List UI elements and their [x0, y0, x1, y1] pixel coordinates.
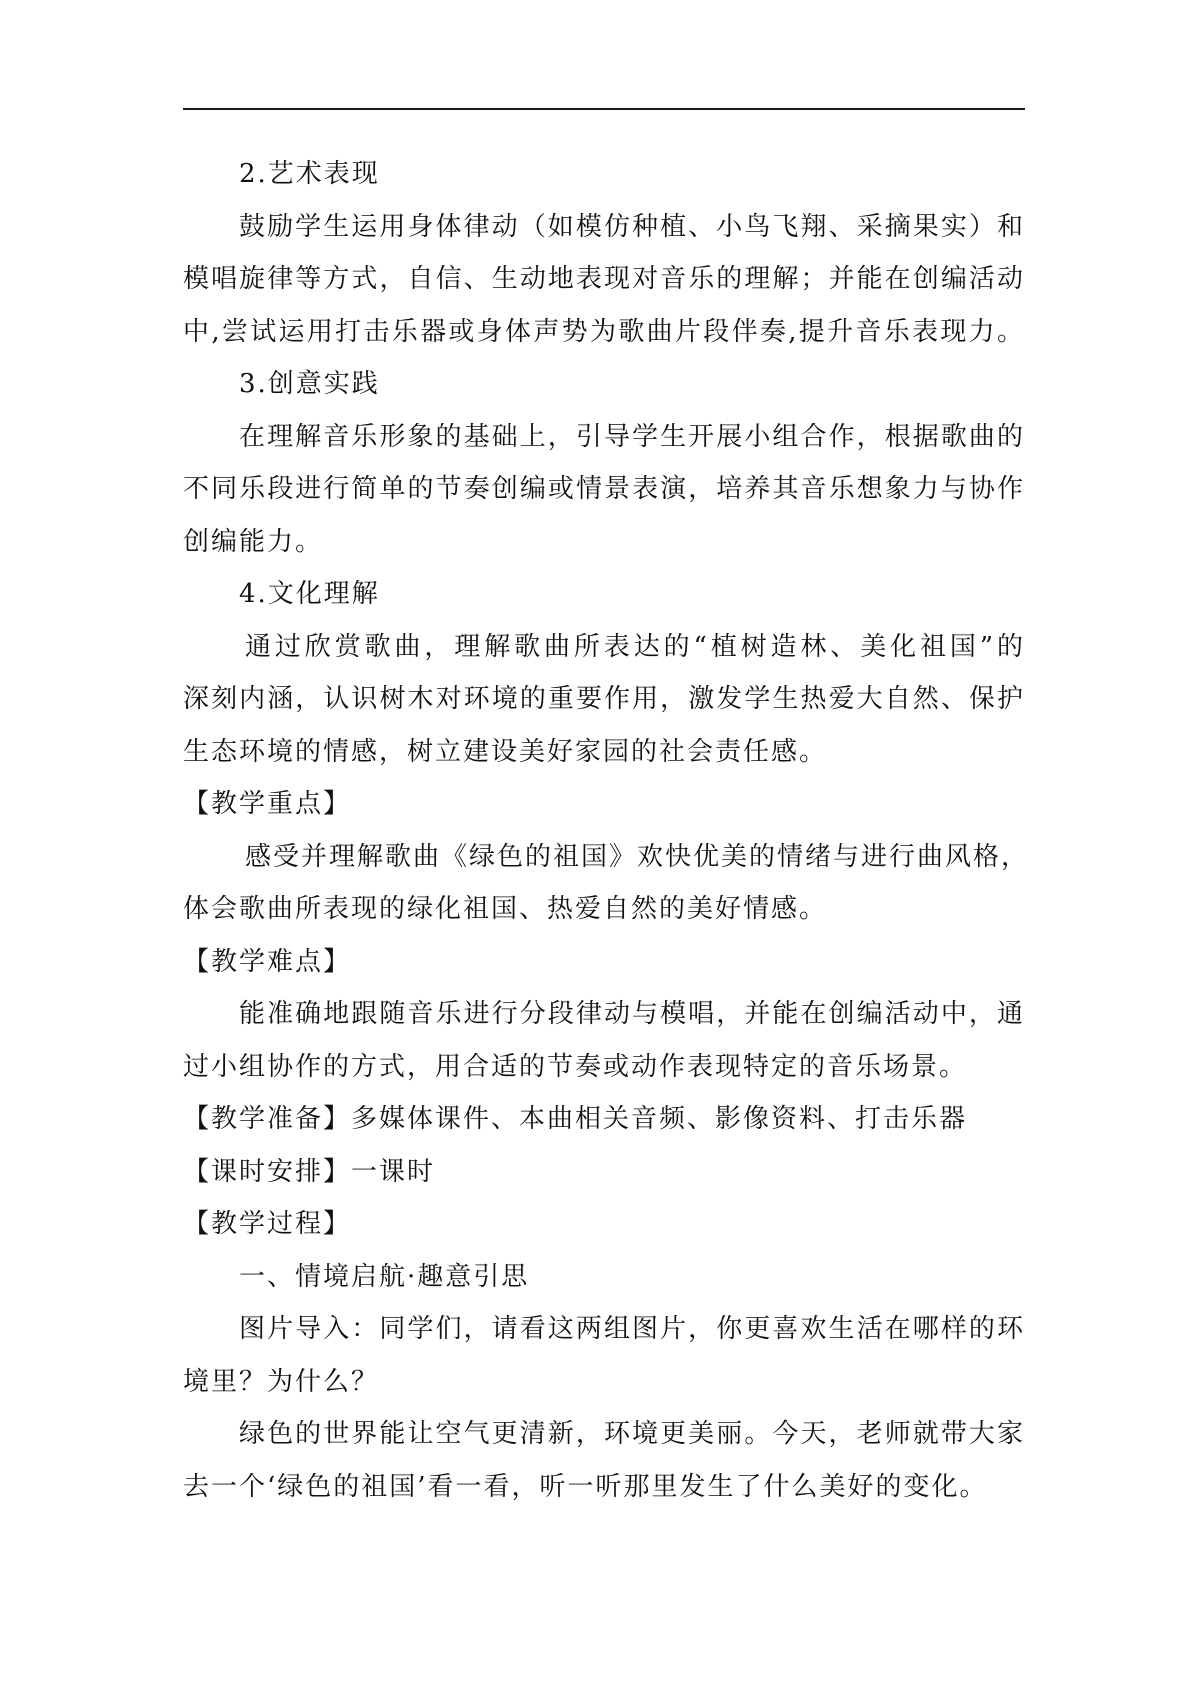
paragraph-line: 中,尝试运用打击乐器或身体声势为歌曲片段伴奏,提升音乐表现力。	[183, 316, 1025, 347]
paragraph-line: 绿色的世界能让空气更清新，环境更美丽。今天，老师就带大家	[239, 1419, 1025, 1449]
paragraph-line: 境里？为什么？	[183, 1366, 380, 1397]
header-rule	[183, 108, 1025, 110]
paragraph-line: 模唱旋律等方式，自信、生动地表现对音乐的理解；并能在创编活动	[183, 264, 1025, 294]
section-heading-culture: 4.文化理解	[239, 579, 380, 609]
section-heading-creative: 3.创意实践	[239, 369, 380, 399]
step-one-title: 一、情境启航·趣意引思	[239, 1261, 530, 1292]
paragraph-line: 图片导入：同学们，请看这两组图片，你更喜欢生活在哪样的环	[239, 1314, 1025, 1344]
paragraph-line: 感受并理解歌曲《绿色的祖国》欢快优美的情绪与进行曲风格，	[245, 841, 1030, 872]
paragraph-line: 体会歌曲所表现的绿化祖国、热爱自然的美好情感。	[183, 894, 828, 924]
paragraph-line: 过小组协作的方式，用合适的节奏或动作表现特定的音乐场景。	[183, 1051, 968, 1082]
lesson-plan-body	[183, 148, 1030, 1513]
paragraph-line: 深刻内涵，认识树木对环境的重要作用，激发学生热爱大自然、保护	[183, 684, 1025, 714]
preparation-line: 【教学准备】多媒体课件、本曲相关音频、影像资料、打击乐器	[183, 1104, 968, 1134]
section-heading-art: 2.艺术表现	[239, 159, 380, 189]
key-points-label: 【教学重点】	[183, 789, 352, 819]
difficulties-label: 【教学难点】	[183, 946, 352, 977]
paragraph-line: 鼓励学生运用身体律动（如模仿种植、小鸟飞翔、采摘果实）和	[239, 211, 1025, 242]
paragraph-line: 去一个‘绿色的祖国’看一看，听一听那里发生了什么美好的变化。	[183, 1471, 988, 1502]
paragraph-line: 生态环境的情感，树立建设美好家园的社会责任感。	[183, 736, 828, 767]
paragraph-line: 不同乐段进行简单的节奏创编或情景表演，培养其音乐想象力与协作	[183, 474, 1025, 504]
paragraph-line: 创编能力。	[183, 526, 324, 557]
paragraph-line: 通过欣赏歌曲，理解歌曲所表达的“植树造林、美化祖国”的	[245, 631, 1025, 662]
schedule-line: 【课时安排】一课时	[183, 1156, 436, 1187]
process-label: 【教学过程】	[183, 1209, 352, 1239]
paragraph-line: 在理解音乐形象的基础上，引导学生开展小组合作，根据歌曲的	[239, 421, 1025, 452]
paragraph-line: 能准确地跟随音乐进行分段律动与模唱，并能在创编活动中，通	[239, 999, 1025, 1029]
